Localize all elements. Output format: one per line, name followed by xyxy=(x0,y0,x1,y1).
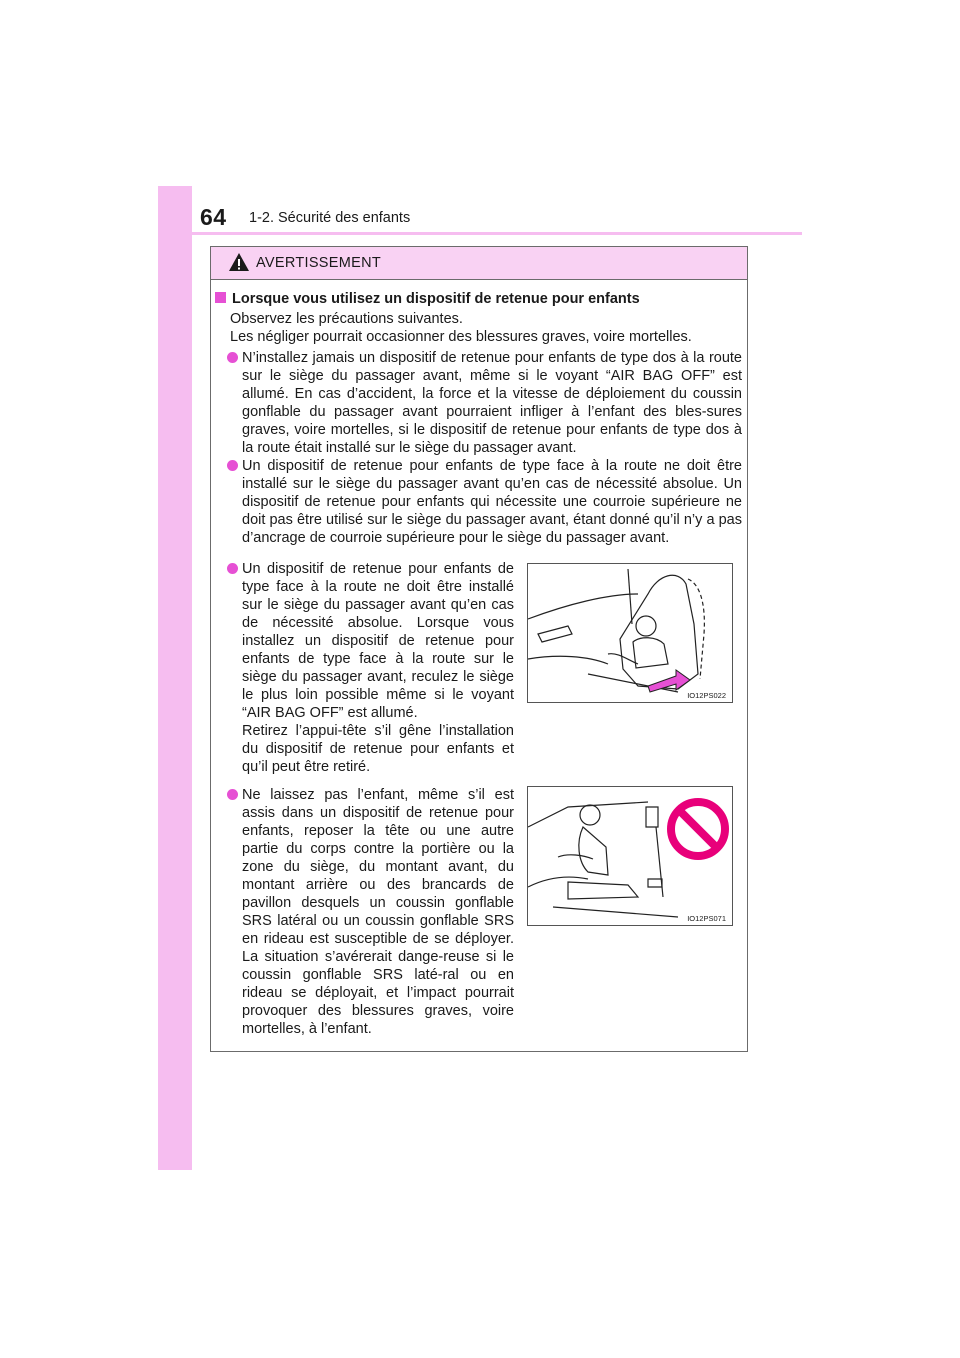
child-leaning-figure xyxy=(527,786,733,926)
header-rule xyxy=(192,232,802,235)
warning-heading xyxy=(215,291,640,307)
bullet-item xyxy=(242,457,742,547)
warning-heading-text: Lorsque vous utilisez un dispositif de retenue pour enfants xyxy=(232,291,640,307)
warning-triangle-icon xyxy=(228,252,250,272)
square-bullet-icon xyxy=(215,292,226,303)
side-tab-band xyxy=(158,186,192,1170)
figure-code: IO12PS071 xyxy=(687,914,726,923)
bullet-item xyxy=(242,349,742,457)
warning-title: AVERTISSEMENT xyxy=(256,255,382,271)
bullet-text: Un dispositif de retenue pour enfants de type face à la route ne doit être installé sur le siège du passager avant qu’en cas de nécessité absolue. Un dispositif de retenue pour enfants qui nécessite une courroie supérieure ne doit pas être utilisé sur le siège du passager avant, étant donné qu’il n’y a pas d’ancrage de courroie supérieure pour le siège du passager avant. xyxy=(242,458,742,546)
round-bullet-icon xyxy=(227,352,238,363)
figure-code: IO12PS022 xyxy=(687,691,726,700)
intro-line: Les négliger pourrait occasionner des blessures graves, voire mortelles. xyxy=(230,329,692,345)
round-bullet-icon xyxy=(227,563,238,574)
round-bullet-icon xyxy=(227,460,238,471)
section-title: 1-2. Sécurité des enfants xyxy=(249,210,411,226)
round-bullet-icon xyxy=(227,789,238,800)
warning-box xyxy=(210,246,748,1052)
warning-header xyxy=(211,247,747,280)
child-seat-illustration xyxy=(528,564,732,702)
intro-line: Observez les précautions suivantes. xyxy=(230,311,463,327)
prohibited-icon xyxy=(671,802,725,856)
bullet-text: N’installez jamais un dispositif de retenue pour enfants de type dos à la route sur le siège du passager avant, même si le voyant “AIR BAG OFF” est allumé. En cas d’accident, la force et la vitesse de déploiement du coussin gonflable du passager avant pourraient infliger à l’enfant des bles-sures graves, voire mortelles, si le dispositif de retenue pour enfants de type dos à la route était installé sur le siège du passager avant. xyxy=(242,350,742,456)
forward-facing-seat-figure xyxy=(527,563,733,703)
page-number: 64 xyxy=(200,204,227,230)
child-in-booster-illustration xyxy=(528,787,732,925)
bullet-text: Un dispositif de retenue pour enfants de type face à la route ne doit être installé sur le siège du passager avant qu’en cas de nécessité absolue. Lorsque vous installez un dispositif de retenue pour enfants de type face à la route sur le siège du passager avant, reculez le siège le plus loin possible même si le voyant “AIR BAG OFF” est allumé. xyxy=(242,561,514,721)
bullet-text-extra: Retirez l’appui-tête s’il gêne l’installation du dispositif de retenue pour enfants et qu’il peut être retiré. xyxy=(242,723,514,775)
bullet-item xyxy=(242,560,514,776)
bullet-item xyxy=(242,786,514,1038)
bullet-text: Ne laissez pas l’enfant, même s’il est assis dans un dispositif de retenue pour enfants, reposer la tête ou une autre partie du corps contre la portière ou la zone du siège, du montant avant, du montant arrière ou des brancards de pavillon desquels un coussin gonflable SRS latéral ou un coussin gonflable SRS en rideau est susceptible de se déployer. La situation s’avérerait dange-reuse si le coussin gonflable SRS laté-ral ou en rideau se déployait, et l’impact pourrait provoquer des blessures graves, voire mortelles, à l’enfant. xyxy=(242,787,514,1037)
